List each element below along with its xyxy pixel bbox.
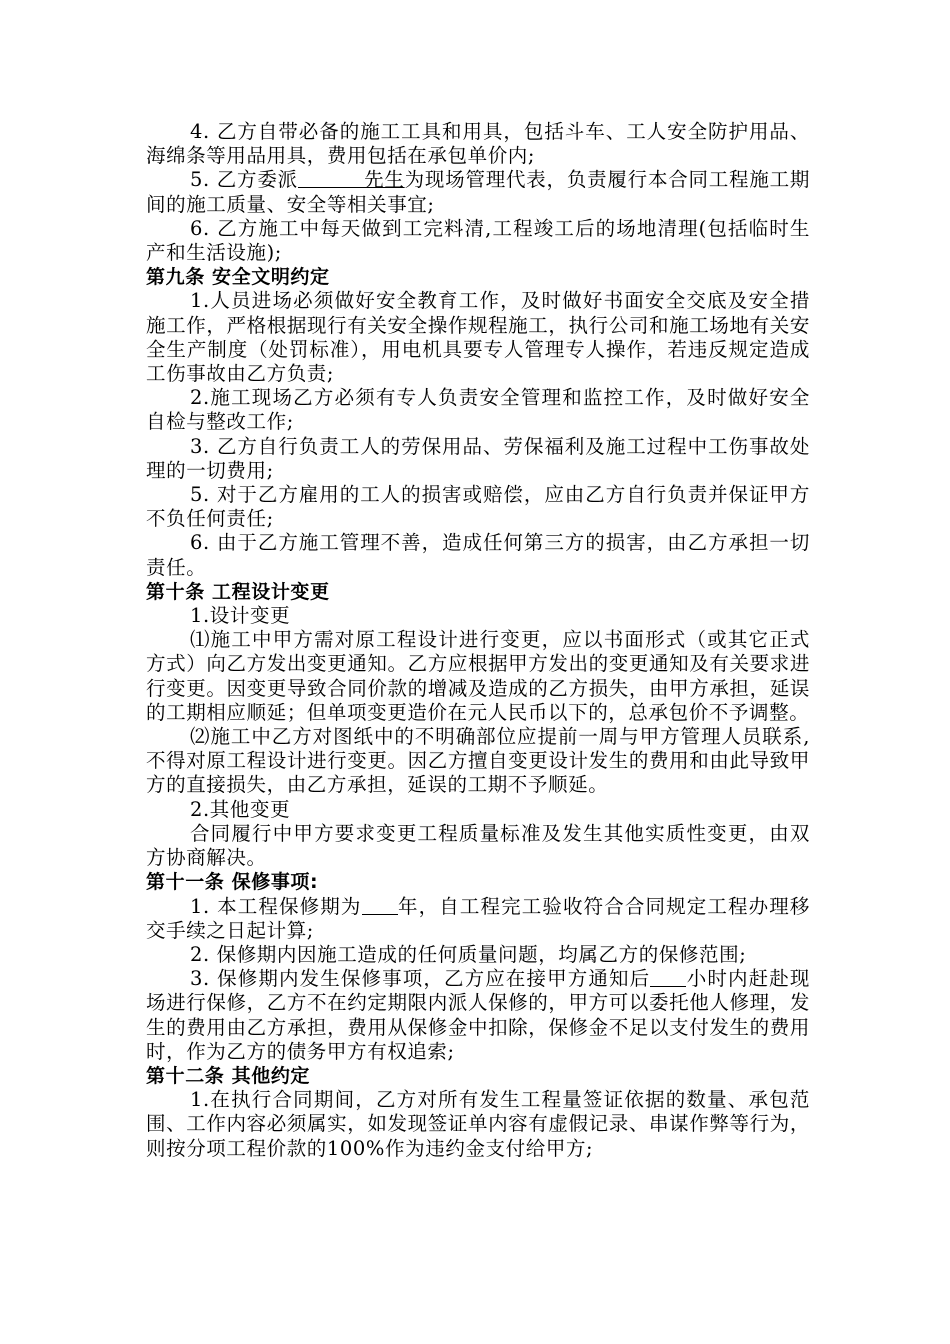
art10-sub-1: 1.设计变更 [190, 604, 291, 628]
art10-heading: 第十条 工程设计变更 [146, 580, 330, 603]
art11-item-2: 2. 保修期内因施工造成的任何质量问题，均属乙方的保修范围; [190, 942, 747, 966]
art8-item-5-prefix: 5. 乙方委派 [190, 168, 298, 192]
art12-item-1: 1.在执行合同期间，乙方对所有发生工程量签证依据的数量、承包范围、工作内容必须属实，如发现签证单内容有虚假记录、串谋作弊等行为，则按分项工程价款的100%作为违约金支付给甲方; [146, 1088, 810, 1160]
art11-item-3 [146, 967, 810, 1064]
art10-sub-2-1: 合同履行中甲方要求变更工程质量标准及发生其他实质性变更，由双方协商解决。 [146, 821, 810, 870]
art9-item-5: 5. 对于乙方雇用的工人的损害或赔偿，应由乙方自行负责并保证甲方不负任何责任; [146, 483, 810, 531]
art10-sub-1-2: ⑵施工中乙方对图纸中的不明确部位应提前一周与甲方管理人员联系,不得对原工程设计进行变更。因乙方擅自变更设计发生的费用和由此导致甲方的直接损失，由乙方承担，延误的工期不予顺延。 [146, 725, 810, 797]
art10-sub-1-1: ⑴施工中甲方需对原工程设计进行变更，应以书面形式（或其它正式方式）向乙方发出变更通知。乙方应根据甲方发出的变更通知及有关要求进行变更。因变更导致合同价款的增减及造成的乙方损失，由甲方承担，延误的工期相应顺延；但单项变更造价在元人民币以下的，总承包价不予调整。 [146, 628, 810, 724]
art8-item-6: 6. 乙方施工中每天做到工完料清,工程竣工后的场地清理(包括临时生产和生活设施); [146, 216, 810, 265]
art9-heading: 第九条 安全文明约定 [146, 266, 330, 289]
manager-blank [298, 169, 364, 188]
art10-sub-2: 2.其他变更 [190, 797, 291, 821]
art9-item-6: 6. 由于乙方施工管理不善，造成任何第三方的损害，由乙方承担一切责任。 [146, 531, 810, 579]
art12-heading: 第十二条 其他约定 [146, 1064, 311, 1087]
art9-item-1: 1.人员进场必须做好安全教育工作，及时做好书面安全交底及安全措施工作，严格根据现行有关安全操作规程施工，执行公司和施工场地有关安全生产制度（处罚标准），用电机具要专人管理专人操作，若违反规定造成工伤事故由乙方负责; [146, 289, 810, 386]
art8-item-5-suffix: 为现场管理代表，负责履行本合同工程施工期间的施工质量、安全等相关事宜; [146, 168, 810, 216]
art11-item-1 [146, 895, 810, 943]
art11-item-1-suffix: 年，自工程完工验收符合合同规定工程办理移交手续之日起计算; [146, 894, 810, 942]
art9-item-3: 3. 乙方自行负责工人的劳保用品、劳保福利及施工过程中工伤事故处理的一切费用; [146, 434, 810, 482]
art11-item-3-suffix: 小时内赶赴现场进行保修，乙方不在约定期限内派人保修的，甲方可以委托他人修理，发生的费用由乙方承担，费用从保修金中扣除，保修金不足以支付发生的费用时，作为乙方的债务甲方有权追索; [146, 967, 810, 1063]
art8-item-5 [146, 168, 810, 216]
manager-title: 先生 [363, 168, 405, 192]
art11-item-1-prefix: 1. 本工程保修期为 [190, 894, 362, 918]
response-hours-blank [650, 968, 686, 987]
art11-item-3-prefix: 3. 保修期内发生保修事项，乙方应在接甲方通知后 [190, 967, 651, 991]
art8-item-4: 4. 乙方自带必备的施工工具和用具，包括斗车、工人安全防护用品、海绵条等用品用具，费用包括在承包单价内; [146, 120, 810, 168]
warranty-years-blank [362, 896, 398, 915]
art11-heading: 第十一条 保修事项: [146, 871, 319, 894]
contract-page [146, 120, 810, 1161]
art9-item-2: 2.施工现场乙方必须有专人负责安全管理和监控工作，及时做好安全自检与整改工作; [146, 386, 810, 434]
